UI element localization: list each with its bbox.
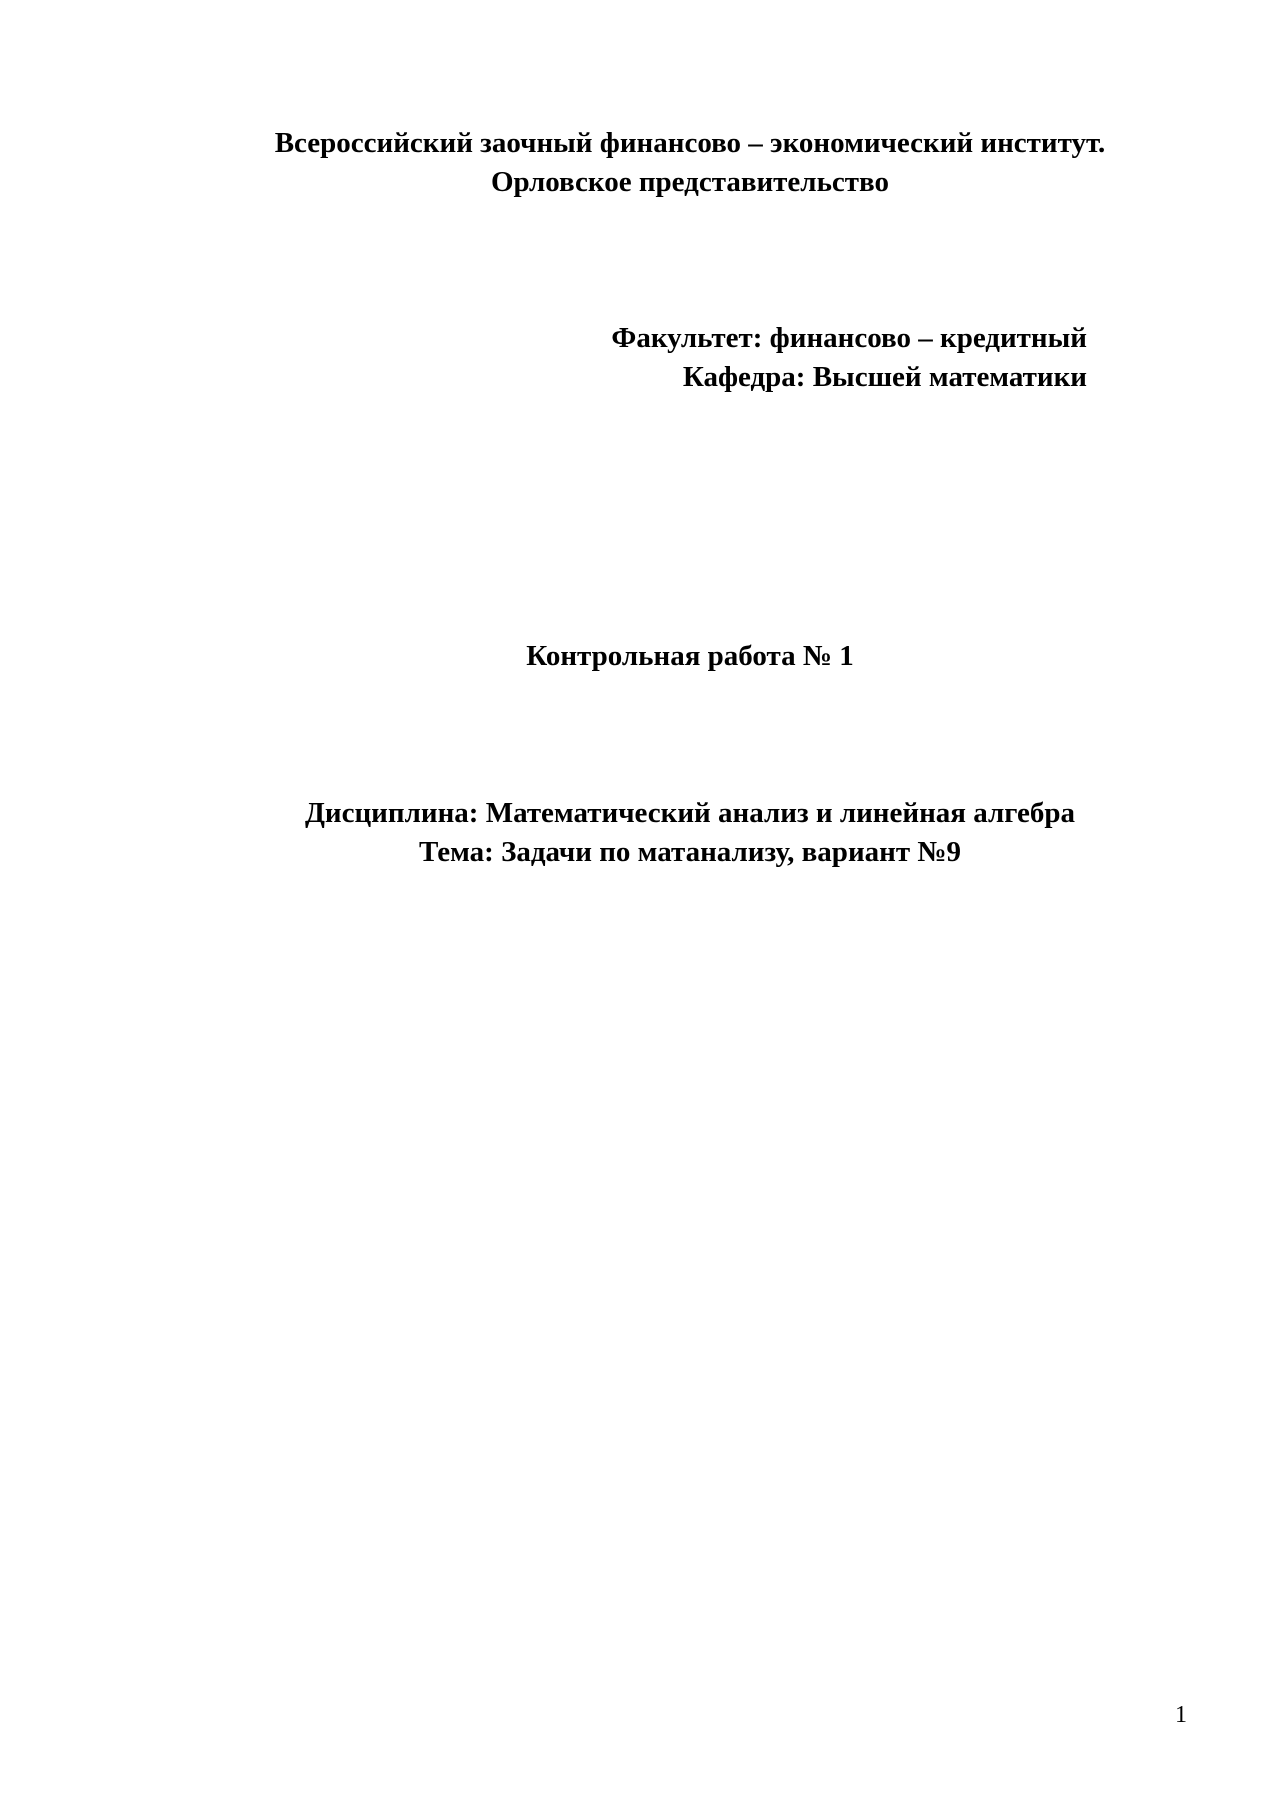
faculty-line: Факультет: финансово – кредитный <box>611 322 1087 354</box>
chair-line: Кафедра: Высшей математики <box>682 361 1087 393</box>
topic-line: Тема: Задачи по матанализу, вариант №9 <box>419 836 961 868</box>
page-number: 1 <box>1175 1702 1187 1728</box>
work-title: Контрольная работа № 1 <box>526 640 854 672</box>
branch-name: Орловское представительство <box>491 166 889 198</box>
institute-name: Всероссийский заочный финансово – экономический институт. <box>274 127 1106 159</box>
discipline-line: Дисциплина: Математический анализ и линейная алгебра <box>304 797 1076 829</box>
